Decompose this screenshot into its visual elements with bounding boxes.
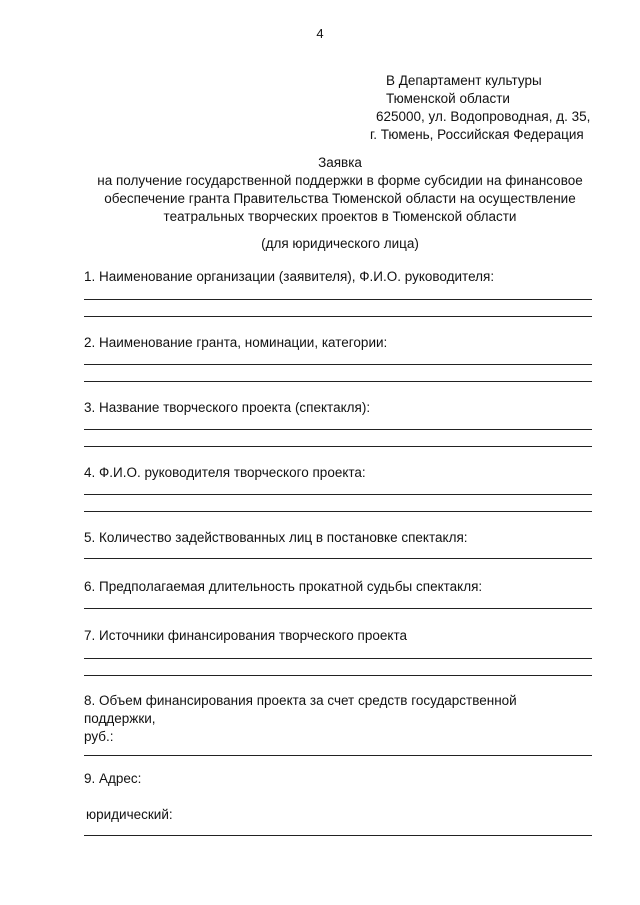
item-4-field-line-1[interactable]	[84, 494, 592, 495]
item-3-field-line-2[interactable]	[84, 446, 592, 447]
item-5-label: 5. Количество задействованных лиц в постановке спектакля:	[84, 530, 468, 545]
application-title	[40, 154, 640, 226]
item-6-field-line[interactable]	[84, 608, 592, 609]
item-9-label: 9. Адрес:	[84, 771, 142, 786]
item-3-field-line-1[interactable]	[84, 429, 592, 430]
item-8-label-line-1: 8. Объем финансирования проекта за счет средств государственной	[84, 693, 517, 708]
item-7-label: 7. Источники финансирования творческого проекта	[84, 628, 407, 643]
recipient-address	[360, 72, 600, 144]
item-2-label: 2. Наименование гранта, номинации, категории:	[84, 335, 388, 350]
address-line-1: В Департамент культуры	[386, 73, 542, 88]
item-8-field-line[interactable]	[84, 755, 592, 756]
title-heading: Заявка	[318, 155, 362, 170]
item-8-label-line-2: поддержки,	[84, 711, 156, 726]
title-line-1: на получение государственной поддержки в форме субсидии на финансовое	[97, 173, 583, 188]
item-9-legal-field-line[interactable]	[84, 835, 592, 836]
item-4-label: 4. Ф.И.О. руководителя творческого проекта:	[84, 465, 366, 480]
title-subtitle: (для юридического лица)	[261, 236, 419, 251]
item-1-field-line-2[interactable]	[84, 316, 592, 317]
address-line-3: 625000, ул. Водопроводная, д. 35,	[376, 109, 591, 124]
item-1-label: 1. Наименование организации (заявителя), Ф.И.О. руководителя:	[84, 269, 495, 284]
item-4-field-line-2[interactable]	[84, 511, 592, 512]
item-2-field-line-1[interactable]	[84, 364, 592, 365]
item-2-field-line-2[interactable]	[84, 381, 592, 382]
item-7-field-line-1[interactable]	[84, 658, 592, 659]
item-8-label-line-3: руб.:	[84, 729, 114, 744]
title-line-2: обеспечение гранта Правительства Тюменской области на осуществление	[104, 191, 576, 206]
address-line-4: г. Тюмень, Российская Федерация	[370, 127, 584, 142]
item-9-legal-label: юридический:	[86, 807, 173, 822]
title-line-3: театральных творческих проектов в Тюменской области	[163, 209, 517, 224]
item-5-field-line[interactable]	[84, 558, 592, 559]
item-1-field-line-1[interactable]	[84, 299, 592, 300]
item-6-label: 6. Предполагаемая длительность прокатной судьбы спектакля:	[84, 579, 483, 594]
page-number: 4	[316, 26, 324, 41]
item-8-label	[84, 692, 604, 746]
address-line-2: Тюменской области	[386, 91, 510, 106]
item-3-label: 3. Название творческого проекта (спектакля):	[84, 400, 371, 415]
item-7-field-line-2[interactable]	[84, 675, 592, 676]
